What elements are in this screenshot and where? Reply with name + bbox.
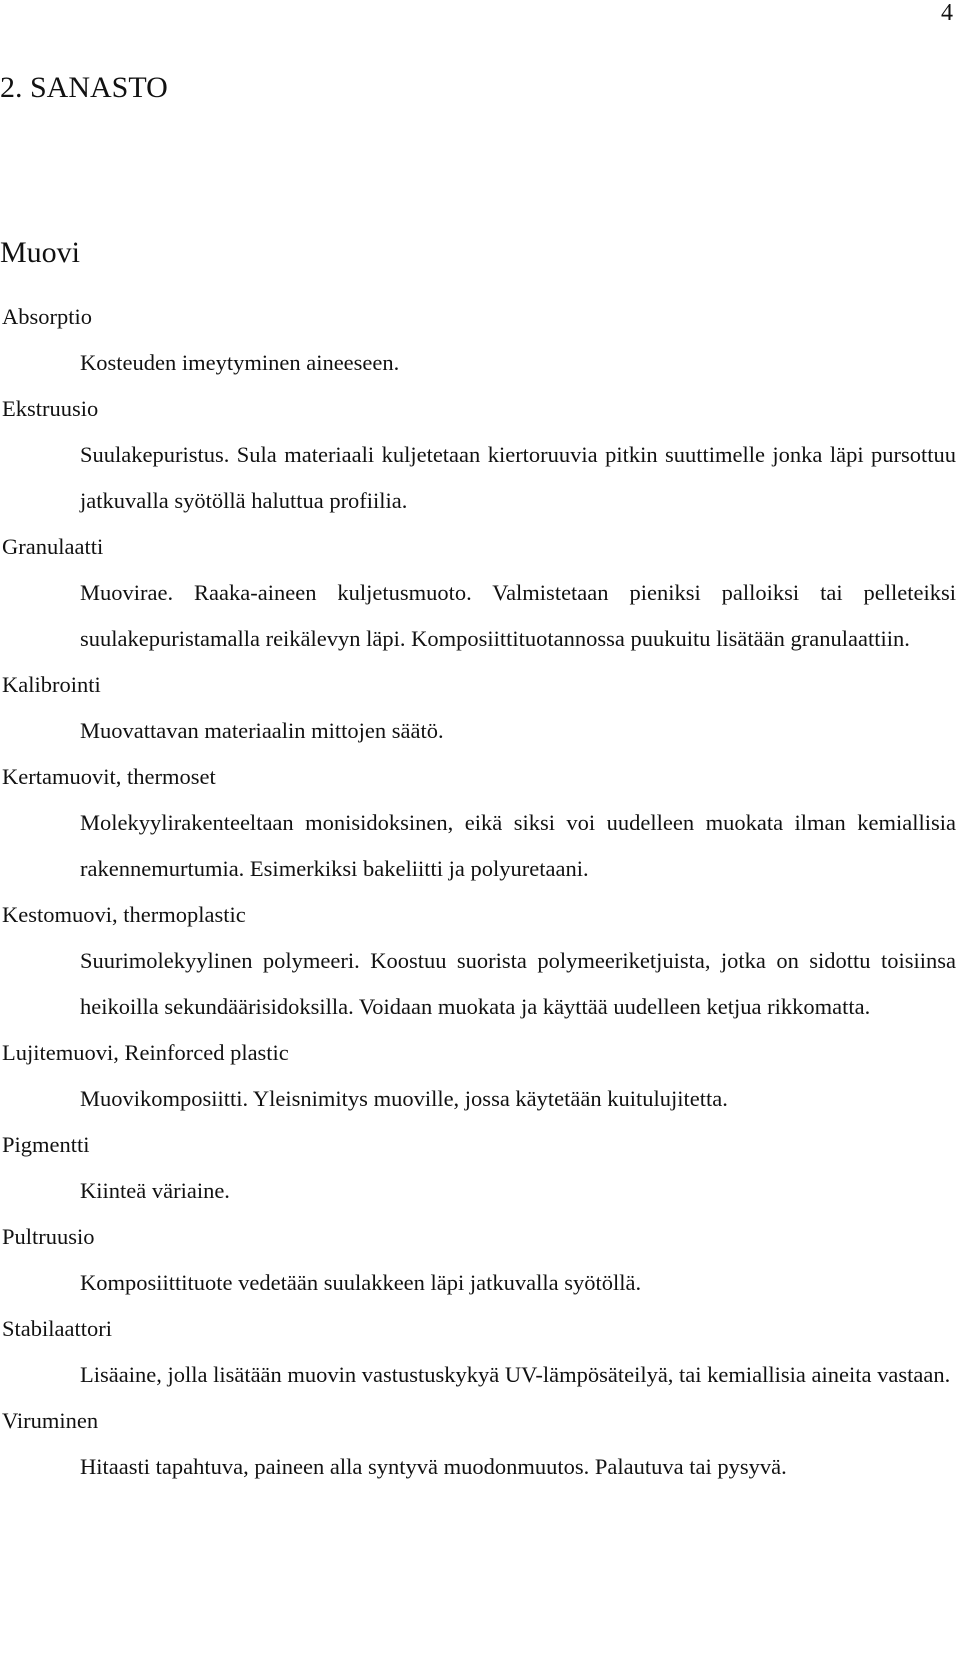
glossary-definition: Muovirae. Raaka-aineen kuljetusmuoto. Valmistetaan pieniksi palloiksi tai pelleteiksi suulakepuristamalla reikälevyn läpi. Komposiittituotannossa puukuitu lisätään granulaattiin. <box>80 580 956 651</box>
glossary-term: Kestomuovi, thermoplastic <box>2 902 246 927</box>
chapter-title: 2. SANASTO <box>0 71 168 104</box>
glossary-definition: Komposiittituote vedetään suulakkeen läpi jatkuvalla syötöllä. <box>80 1270 642 1295</box>
glossary-term: Lujitemuovi, Reinforced plastic <box>2 1040 289 1065</box>
glossary-definition: Molekyylirakenteeltaan monisidoksinen, eikä siksi voi uudelleen muokata ilman kemiallisia rakennemurtumia. Esimerkiksi bakeliitti ja polyuretaani. <box>80 810 956 881</box>
glossary-definition: Hitaasti tapahtuva, paineen alla syntyvä muodonmuutos. Palautuva tai pysyvä. <box>80 1454 787 1479</box>
glossary-term: Viruminen <box>2 1408 99 1433</box>
glossary-list <box>0 294 960 1490</box>
glossary-definition: Suulakepuristus. Sula materiaali kuljetetaan kiertoruuvia pitkin suuttimelle jonka läpi pursottuu jatkuvalla syötöllä haluttua profiilia. <box>80 442 956 513</box>
glossary-definition: Kosteuden imeytyminen aineeseen. <box>80 350 400 375</box>
glossary-definition: Muovattavan materiaalin mittojen säätö. <box>80 718 444 743</box>
glossary-term: Kertamuovit, thermoset <box>2 764 216 789</box>
glossary-term: Ekstruusio <box>2 396 99 421</box>
section-title: Muovi <box>0 236 81 269</box>
glossary-term: Kalibrointi <box>2 672 101 697</box>
glossary-definition: Suurimolekyylinen polymeeri. Koostuu suorista polymeeriketjuista, jotka on sidottu toisiinsa heikoilla sekundäärisidoksilla. Voidaan muokata ja käyttää uudelleen ketjua rikkomatta. <box>80 948 956 1019</box>
glossary-term: Stabilaattori <box>2 1316 112 1341</box>
glossary-term: Pigmentti <box>2 1132 90 1157</box>
glossary-term: Absorptio <box>2 304 92 329</box>
glossary-term: Granulaatti <box>2 534 104 559</box>
glossary-definition: Lisäaine, jolla lisätään muovin vastustuskykyä UV-lämpösäteilyä, tai kemiallisia aineita vastaan. <box>80 1362 951 1387</box>
glossary-definition: Kiinteä väriaine. <box>80 1178 230 1203</box>
glossary-definition: Muovikomposiitti. Yleisnimitys muoville, jossa käytetään kuitulujitetta. <box>80 1086 728 1111</box>
glossary-term: Pultruusio <box>2 1224 95 1249</box>
page-number: 4 <box>941 0 953 26</box>
